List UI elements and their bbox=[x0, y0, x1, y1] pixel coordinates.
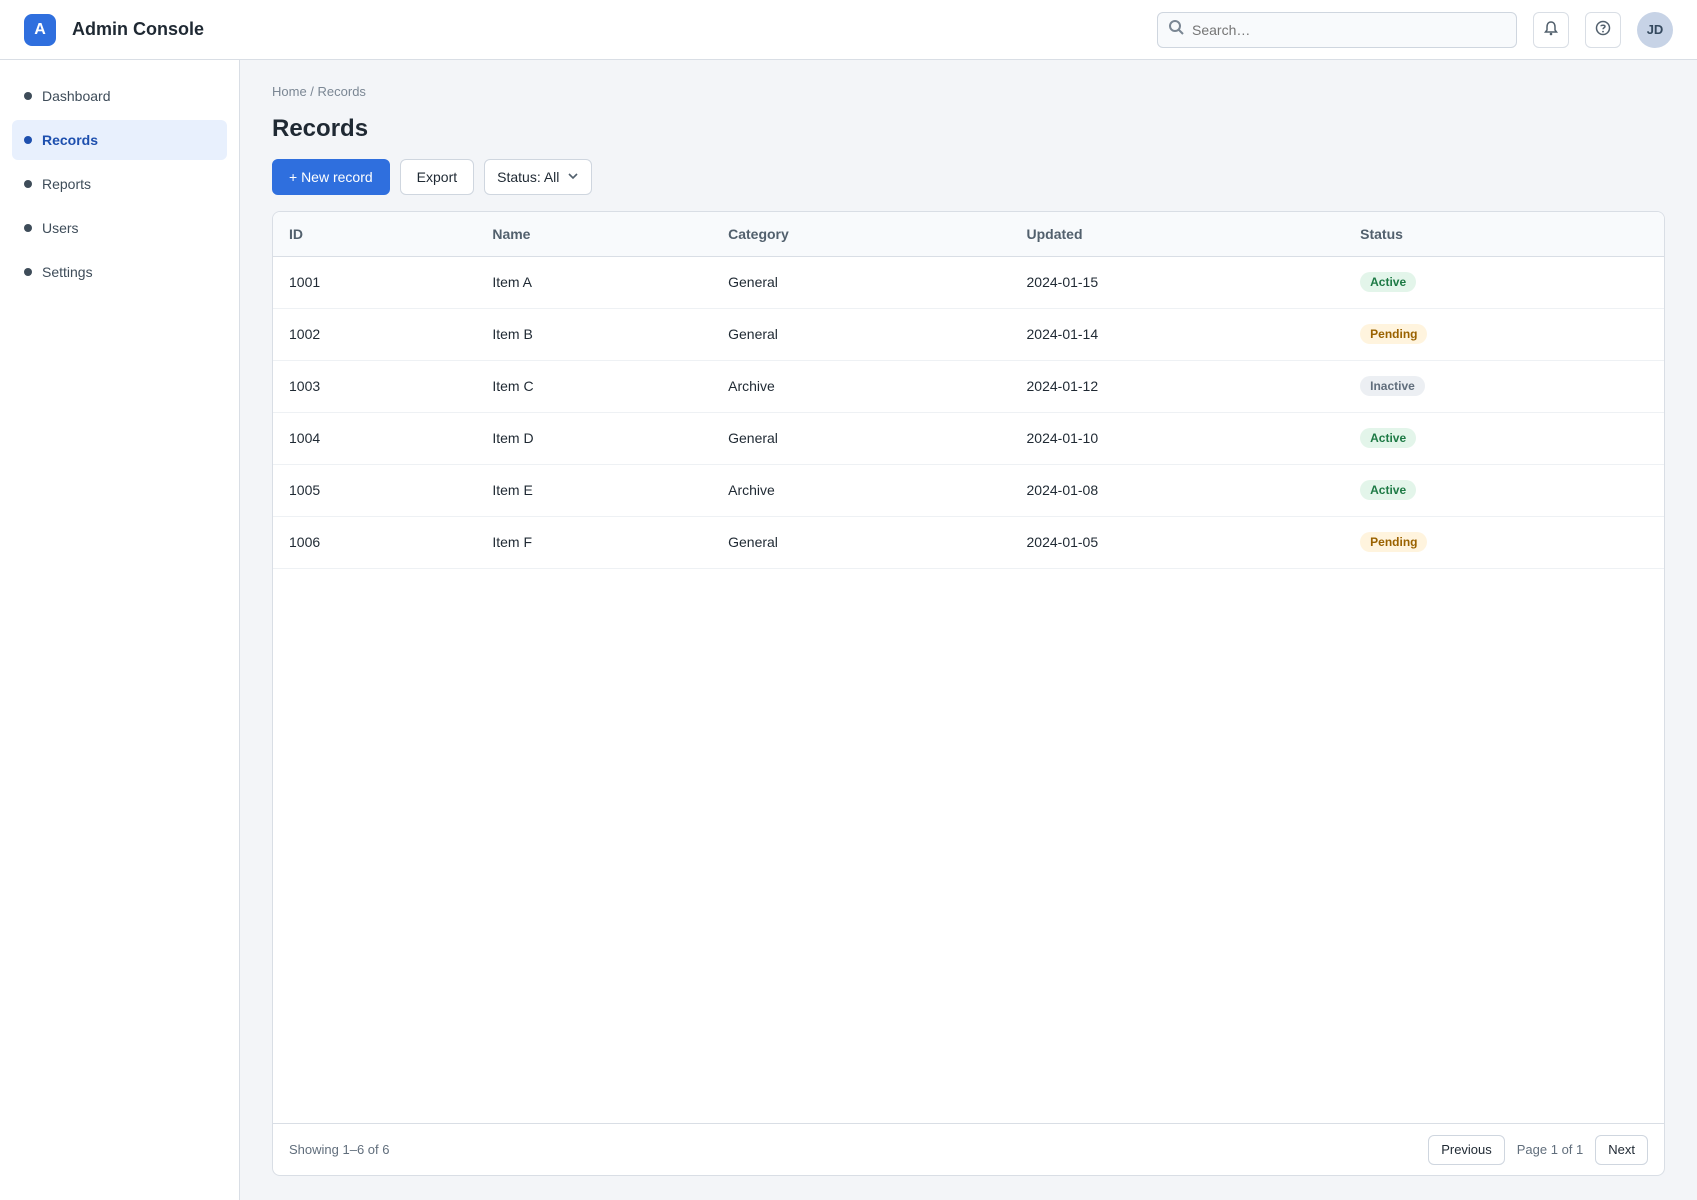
help-icon bbox=[1595, 20, 1611, 39]
table-row[interactable] bbox=[273, 464, 1664, 516]
search-icon bbox=[1168, 19, 1184, 40]
app-body bbox=[0, 60, 1697, 1200]
records-card bbox=[272, 211, 1665, 1176]
table-cell: Archive bbox=[712, 360, 1010, 412]
dot-icon bbox=[24, 92, 32, 100]
main-content bbox=[240, 60, 1697, 1200]
table-cell: Archive bbox=[712, 464, 1010, 516]
table-cell: 1001 bbox=[273, 256, 476, 308]
export-button[interactable]: Export bbox=[400, 159, 474, 195]
table-cell: 1003 bbox=[273, 360, 476, 412]
sidebar-item-users[interactable] bbox=[12, 208, 227, 248]
table-cell: 1004 bbox=[273, 412, 476, 464]
table-header bbox=[273, 212, 1664, 256]
sidebar-item-label: Settings bbox=[42, 264, 93, 280]
table-cell: 2024-01-10 bbox=[1011, 412, 1345, 464]
status-filter[interactable] bbox=[484, 159, 592, 195]
table-cell: Item B bbox=[476, 308, 712, 360]
table-header-row bbox=[273, 212, 1664, 256]
sidebar-item-settings[interactable] bbox=[12, 252, 227, 292]
add-record-button[interactable]: + New record bbox=[272, 159, 390, 195]
bell-icon bbox=[1543, 20, 1559, 39]
status-badge: Pending bbox=[1360, 324, 1427, 344]
table-cell bbox=[1344, 256, 1664, 308]
dot-icon bbox=[24, 268, 32, 276]
status-badge: Active bbox=[1360, 428, 1416, 448]
table-cell bbox=[1344, 308, 1664, 360]
previous-page-button[interactable]: Previous bbox=[1428, 1135, 1505, 1165]
table-row[interactable] bbox=[273, 412, 1664, 464]
table-cell: General bbox=[712, 412, 1010, 464]
status-filter-value: Status: All bbox=[497, 169, 560, 185]
user-initials: JD bbox=[1646, 22, 1664, 37]
page-title: Records bbox=[272, 115, 369, 142]
sidebar-item-label: Reports bbox=[42, 176, 92, 192]
table-cell: 2024-01-15 bbox=[1011, 256, 1345, 308]
table-cell bbox=[1344, 516, 1664, 568]
app-title: Admin Console bbox=[72, 19, 205, 39]
table-cell: General bbox=[712, 256, 1010, 308]
sidebar-item-label: Records bbox=[42, 132, 99, 148]
search-input[interactable] bbox=[1192, 22, 1506, 38]
records-table bbox=[273, 212, 1664, 569]
table-cell bbox=[1344, 412, 1664, 464]
table-cell: 2024-01-12 bbox=[1011, 360, 1345, 412]
column-header[interactable]: Status bbox=[1344, 212, 1664, 256]
sidebar bbox=[0, 60, 240, 1200]
column-header[interactable]: Category bbox=[712, 212, 1010, 256]
help-button[interactable] bbox=[1585, 12, 1621, 48]
status-badge: Pending bbox=[1360, 532, 1427, 552]
table-cell: General bbox=[712, 308, 1010, 360]
toolbar bbox=[272, 159, 1665, 195]
breadcrumb: Home / Records bbox=[272, 84, 366, 99]
table-cell: 2024-01-08 bbox=[1011, 464, 1345, 516]
table-row[interactable] bbox=[273, 360, 1664, 412]
table-cell: Item E bbox=[476, 464, 712, 516]
table-cell: 1002 bbox=[273, 308, 476, 360]
sidebar-item-dashboard[interactable] bbox=[12, 76, 227, 116]
top-bar bbox=[0, 0, 1697, 60]
table-cell: 1005 bbox=[273, 464, 476, 516]
table-cell: Item D bbox=[476, 412, 712, 464]
table-cell: 1006 bbox=[273, 516, 476, 568]
dot-icon bbox=[24, 136, 32, 144]
table-cell bbox=[1344, 464, 1664, 516]
status-badge: Active bbox=[1360, 480, 1416, 500]
status-badge: Inactive bbox=[1360, 376, 1425, 396]
table-cell: 2024-01-14 bbox=[1011, 308, 1345, 360]
user-avatar[interactable] bbox=[1637, 12, 1673, 48]
table-row[interactable] bbox=[273, 516, 1664, 568]
next-page-button[interactable]: Next bbox=[1595, 1135, 1648, 1165]
pagination bbox=[273, 1123, 1664, 1175]
sidebar-item-records[interactable] bbox=[12, 120, 227, 160]
sidebar-item-label: Dashboard bbox=[42, 88, 111, 104]
column-header[interactable]: Name bbox=[476, 212, 712, 256]
pagination-summary: Showing 1–6 of 6 bbox=[289, 1142, 390, 1157]
page-indicator: Page 1 of 1 bbox=[1516, 1142, 1584, 1157]
table-cell bbox=[1344, 360, 1664, 412]
table-body bbox=[273, 256, 1664, 568]
dot-icon bbox=[24, 180, 32, 188]
column-header[interactable]: ID bbox=[273, 212, 476, 256]
sidebar-item-label: Users bbox=[42, 220, 79, 236]
dot-icon bbox=[24, 224, 32, 232]
table-cell: Item F bbox=[476, 516, 712, 568]
column-header[interactable]: Updated bbox=[1011, 212, 1345, 256]
app-logo bbox=[24, 14, 56, 46]
table-cell: 2024-01-05 bbox=[1011, 516, 1345, 568]
table-cell: Item C bbox=[476, 360, 712, 412]
app-logo-letter: A bbox=[34, 20, 46, 38]
search-box[interactable] bbox=[1157, 12, 1517, 48]
notifications-button[interactable] bbox=[1533, 12, 1569, 48]
table-row[interactable] bbox=[273, 256, 1664, 308]
sidebar-item-reports[interactable] bbox=[12, 164, 227, 204]
table-cell: Item A bbox=[476, 256, 712, 308]
table-cell: General bbox=[712, 516, 1010, 568]
chevron-down-icon bbox=[567, 169, 579, 185]
table-row[interactable] bbox=[273, 308, 1664, 360]
status-badge: Active bbox=[1360, 272, 1416, 292]
